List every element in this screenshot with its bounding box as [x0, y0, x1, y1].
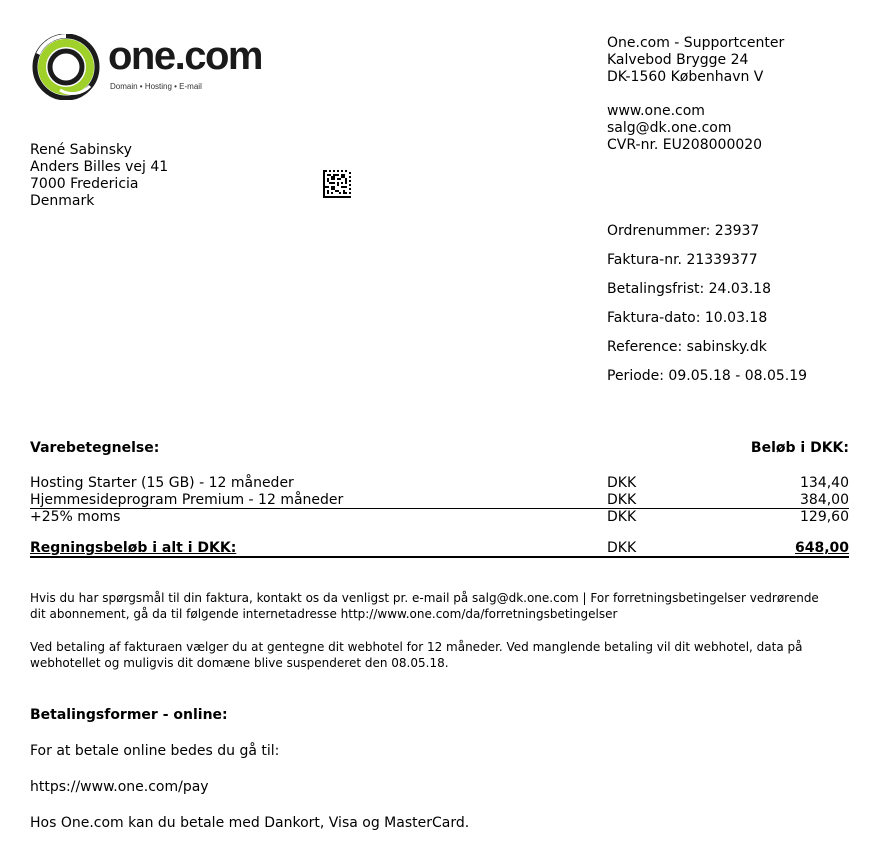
payment-deadline: Betalingsfrist: 24.03.18	[607, 281, 771, 297]
item-description: Hjemmesideprogram Premium - 12 måneder	[30, 492, 344, 508]
total-divider	[30, 556, 849, 558]
note-line: Hvis du har spørgsmål til din faktura, kontakt os da venligst pr. e-mail på salg@dk.one.com | For forretningsbetingelser vedrørende	[30, 591, 819, 605]
divider	[30, 508, 849, 509]
description-header: Varebetegnelse:	[30, 440, 160, 456]
note-line: Ved betaling af fakturaen vælger du at gentegne dit webhotel for 12 måneder. Ved manglende betaling vil dit webhotel, data på	[30, 640, 803, 654]
item-amount: 129,60	[800, 509, 849, 525]
item-lines	[30, 475, 849, 526]
total-label: Regningsbeløb i alt i DKK:	[30, 540, 237, 556]
recipient-line: René Sabinsky	[30, 142, 132, 158]
note-line: webhotellet og muligvis dit domæne blive suspenderet den 08.05.18.	[30, 656, 449, 670]
items-table	[30, 440, 849, 556]
item-description: Hosting Starter (15 GB) - 12 måneder	[30, 475, 294, 491]
amount-header: Beløb i DKK:	[750, 440, 849, 456]
invoice-number: Faktura-nr. 21339377	[607, 252, 758, 268]
logo-wordmark: one.com	[108, 34, 262, 78]
total-amount: 648,00	[794, 540, 849, 556]
item-currency: DKK	[607, 475, 637, 491]
table-row	[30, 492, 849, 509]
invoice-date: Faktura-dato: 10.03.18	[607, 310, 768, 326]
item-currency: DKK	[607, 492, 637, 508]
sender-email: salg@dk.one.com	[607, 120, 732, 136]
items-header	[30, 440, 849, 458]
sender-cvr: CVR-nr. EU208000020	[607, 137, 763, 153]
table-row	[30, 475, 849, 492]
sender-contact	[607, 103, 762, 154]
company-logo	[30, 34, 290, 104]
invoice-meta	[607, 222, 807, 396]
recipient-line: Anders Billes vej 41	[30, 159, 169, 175]
datamatrix-barcode-icon	[323, 170, 351, 198]
sender-line: One.com - Supportcenter	[607, 35, 785, 51]
recipient-line: 7000 Fredericia	[30, 176, 139, 192]
payment-url[interactable]: https://www.one.com/pay	[30, 779, 209, 795]
item-description: +25% moms	[30, 509, 121, 525]
note-line: dit abonnement, gå da til følgende internetadresse http://www.one.com/da/forretningsbetingelser	[30, 607, 618, 621]
recipient-line: Denmark	[30, 193, 95, 209]
item-amount: 384,00	[800, 492, 849, 508]
table-row	[30, 509, 849, 526]
item-currency: DKK	[607, 509, 637, 525]
order-number: Ordrenummer: 23937	[607, 223, 760, 239]
renewal-note	[30, 639, 830, 671]
sender-line: DK-1560 København V	[607, 69, 764, 85]
payment-instruction: For at betale online bedes du gå til:	[30, 743, 280, 759]
payment-methods: Hos One.com kan du betale med Dankort, Visa og MasterCard.	[30, 815, 470, 831]
reference: Reference: sabinsky.dk	[607, 339, 767, 355]
item-amount: 134,40	[800, 475, 849, 491]
logo-swirl-icon	[30, 34, 102, 100]
sender-website: www.one.com	[607, 103, 705, 119]
payment-heading: Betalingsformer - online:	[30, 707, 228, 723]
sender-line: Kalvebod Brygge 24	[607, 52, 749, 68]
questions-note	[30, 590, 830, 622]
logo-tagline: Domain • Hosting • E-mail	[110, 82, 202, 91]
recipient-address	[30, 142, 168, 210]
total-currency: DKK	[607, 540, 637, 556]
total-row	[30, 540, 849, 557]
sender-address	[607, 35, 784, 86]
period: Periode: 09.05.18 - 08.05.19	[607, 368, 808, 384]
